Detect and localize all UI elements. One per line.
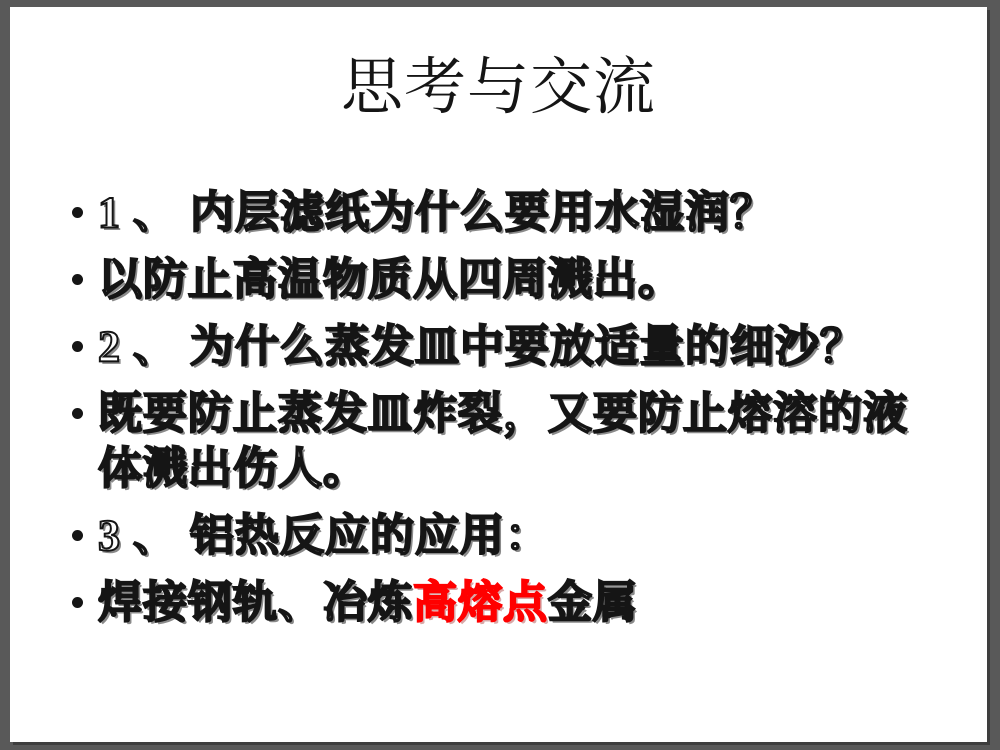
bullet-text-6-prefix: 焊接钢轨、冶炼 [98,578,413,627]
slide-title: 思考与交流 [340,54,656,122]
bullet-text-6 [98,578,638,627]
bullet-text-4: 既要防止蒸发皿炸裂，又要防止熔溶的液体溅出伤人。 [98,389,908,493]
bullet-item-1 [70,185,916,240]
bullet-item-3 [70,319,916,374]
bullet-text-3: 2 、 为什么蒸发皿中要放适量的细沙？ [98,322,865,371]
bullet-icon [72,597,83,608]
bullet-icon [72,341,83,352]
bullet-text-6-suffix: 金属 [548,578,638,627]
bullet-item-2 [70,252,916,307]
bullet-text-6-highlight: 高熔点 [413,578,548,627]
bullet-icon [72,530,83,541]
bullet-item-6 [70,575,916,630]
bullet-item-5 [70,508,916,563]
bullet-list [70,185,987,630]
bullet-item-4 [70,386,916,496]
bullet-icon [72,207,83,218]
bullet-text-5: 3 、 铝热反应的应用： [98,511,550,560]
bullet-icon [72,408,83,419]
bullet-text-1: 1 、 内层滤纸为什么要用水湿润？ [98,188,775,237]
slide-canvas [10,7,987,742]
bullet-icon [72,274,83,285]
bullet-text-2: 以防止高温物质从四周溅出。 [98,255,683,304]
